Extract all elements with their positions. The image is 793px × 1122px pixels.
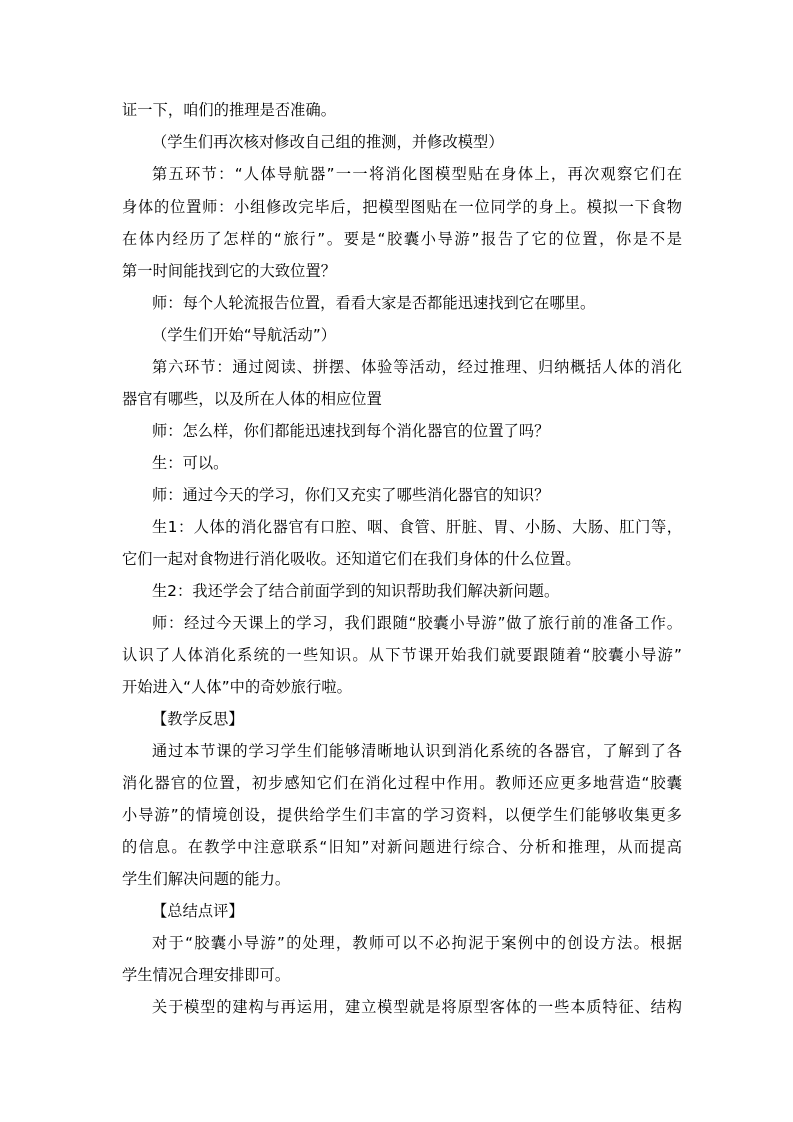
text-line: 师：怎么样，你们都能迅速找到每个消化器官的位置了吗？ <box>152 422 550 440</box>
text-line: （学生们开始“导航活动”） <box>152 326 337 344</box>
text-line: 通过本节课的学习学生们能够清晰地认识到消化系统的各器官，了解到了各 <box>152 742 682 760</box>
text-line: 学生们解决问题的能力。 <box>122 870 291 888</box>
text-line: 生2：我还学会了结合前面学到的知识帮助我们解决新问题。 <box>152 582 560 600</box>
text-line: 关于模型的建构与再运用，建立模型就是将原型客体的一些本质特征、结构 <box>152 998 682 1016</box>
text-line: 证一下，咱们的推理是否准确。 <box>122 101 337 119</box>
text-line: 生1：人体的消化器官有口腔、咽、食管、肝脏、胃、小肠、大肠、肛门等， <box>152 518 682 536</box>
text-line: 第六环节：通过阅读、拼摆、体验等活动，经过推理、归纳概括人体的消化 <box>152 358 682 376</box>
section-heading: 【总结点评】 <box>152 902 244 920</box>
text-line: 师：通过今天的学习，你们又充实了哪些消化器官的知识？ <box>152 486 550 504</box>
text-line: 小导游”的情境创设，提供给学生们丰富的学习资料，以便学生们能够收集更多 <box>122 806 682 824</box>
text-line: 师：每个人轮流报告位置，看看大家是否都能迅速找到它在哪里。 <box>152 294 596 312</box>
text-line: （学生们再次核对修改自己组的推测，并修改模型） <box>152 133 504 151</box>
text-line: 它们一起对食物进行消化吸收。还知道它们在我们身体的什么位置。 <box>122 550 581 568</box>
text-line: 第一时间能找到它的大致位置？ <box>122 262 337 280</box>
text-line: 器官有哪些，以及所在人体的相应位置 <box>122 390 382 408</box>
text-line: 学生情况合理安排即可。 <box>122 966 291 984</box>
text-line: 师：经过今天课上的学习，我们跟随“胶囊小导游”做了旅行前的准备工作。 <box>152 614 682 632</box>
text-line: 第五环节：“人体导航器”一一将消化图模型贴在身体上，再次观察它们在 <box>152 165 682 183</box>
text-line: 消化器官的位置，初步感知它们在消化过程中作用。教师还应更多地营造“胶囊 <box>122 774 682 792</box>
text-line: 认识了人体消化系统的一些知识。从下节课开始我们就要跟随着“胶囊小导游” <box>122 646 682 664</box>
text-line: 身体的位置师：小组修改完毕后，把模型图贴在一位同学的身上。模拟一下食物 <box>122 198 682 216</box>
text-line: 生：可以。 <box>152 454 229 472</box>
text-line: 开始进入“人体”中的奇妙旅行啦。 <box>122 678 352 696</box>
text-line: 对于“胶囊小导游”的处理，教师可以不必拘泥于案例中的创设方法。根据 <box>152 934 682 952</box>
text-line: 在体内经历了怎样的“旅行”。要是“胶囊小导游”报告了它的位置，你是不是 <box>122 230 682 248</box>
section-heading: 【教学反思】 <box>152 710 244 728</box>
text-line: 的信息。在教学中注意联系“旧知”对新问题进行综合、分析和推理，从而提高 <box>122 838 682 856</box>
